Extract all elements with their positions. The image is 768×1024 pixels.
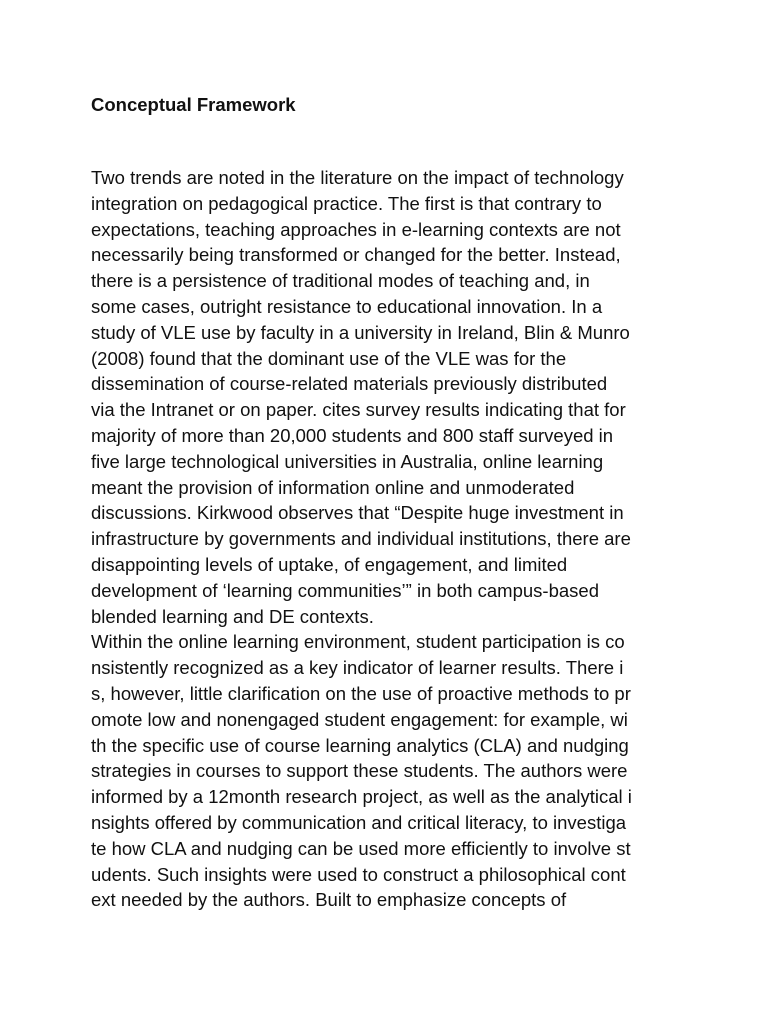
text-line: development of ‘learning communities’” in both campus-based <box>91 579 599 601</box>
page-title: Conceptual Framework <box>91 94 296 115</box>
text-line: te how CLA and nudging can be used more efficiently to involve st <box>91 837 631 859</box>
text-line: meant the provision of information online and unmoderated <box>91 476 575 498</box>
text-line: Two trends are noted in the literature on the impact of technology <box>91 167 624 188</box>
text-line: expectations, teaching approaches in e-learning contexts are not <box>91 218 621 240</box>
text-line: five large technological universities in Australia, online learning <box>91 450 604 472</box>
text-line: omote low and nonengaged student engagement: for example, wi <box>91 708 628 730</box>
body-text <box>91 165 632 913</box>
text-line: nsights offered by communication and critical literacy, to investiga <box>91 811 627 833</box>
text-line: infrastructure by governments and individual institutions, there are <box>91 528 631 550</box>
text-line: th the specific use of course learning analytics (CLA) and nudging <box>91 734 629 756</box>
text-line: there is a persistence of traditional modes of teaching and, in <box>91 270 590 292</box>
text-line: informed by a 12month research project, as well as the analytical i <box>91 786 632 808</box>
text-line: s, however, little clarification on the use of proactive methods to pr <box>91 682 631 704</box>
text-line: dissemination of course-related materials previously distributed <box>91 373 608 395</box>
text-line: majority of more than 20,000 students and 800 staff surveyed in <box>91 424 614 446</box>
text-line: Within the online learning environment, student participation is co <box>91 631 625 653</box>
text-line: blended learning and DE contexts. <box>91 605 374 627</box>
text-line: study of VLE use by faculty in a university in Ireland, Blin & Munro <box>91 321 630 343</box>
text-line: nsistently recognized as a key indicator of learner results. There i <box>91 657 624 679</box>
text-line: integration on pedagogical practice. The first is that contrary to <box>91 192 602 214</box>
text-line: some cases, outright resistance to educational innovation. In a <box>91 295 603 317</box>
text-line: discussions. Kirkwood observes that “Despite huge investment in <box>91 502 624 524</box>
text-line: ext needed by the authors. Built to emphasize concepts of <box>91 889 567 911</box>
text-line: (2008) found that the dominant use of the VLE was for the <box>91 347 567 369</box>
text-line: udents. Such insights were used to construct a philosophical cont <box>91 863 626 885</box>
text-line: disappointing levels of uptake, of engagement, and limited <box>91 553 568 575</box>
text-line: necessarily being transformed or changed for the better. Instead, <box>91 244 621 266</box>
text-line: via the Intranet or on paper. cites survey results indicating that for <box>91 399 626 421</box>
text-line: strategies in courses to support these students. The authors were <box>91 760 628 782</box>
